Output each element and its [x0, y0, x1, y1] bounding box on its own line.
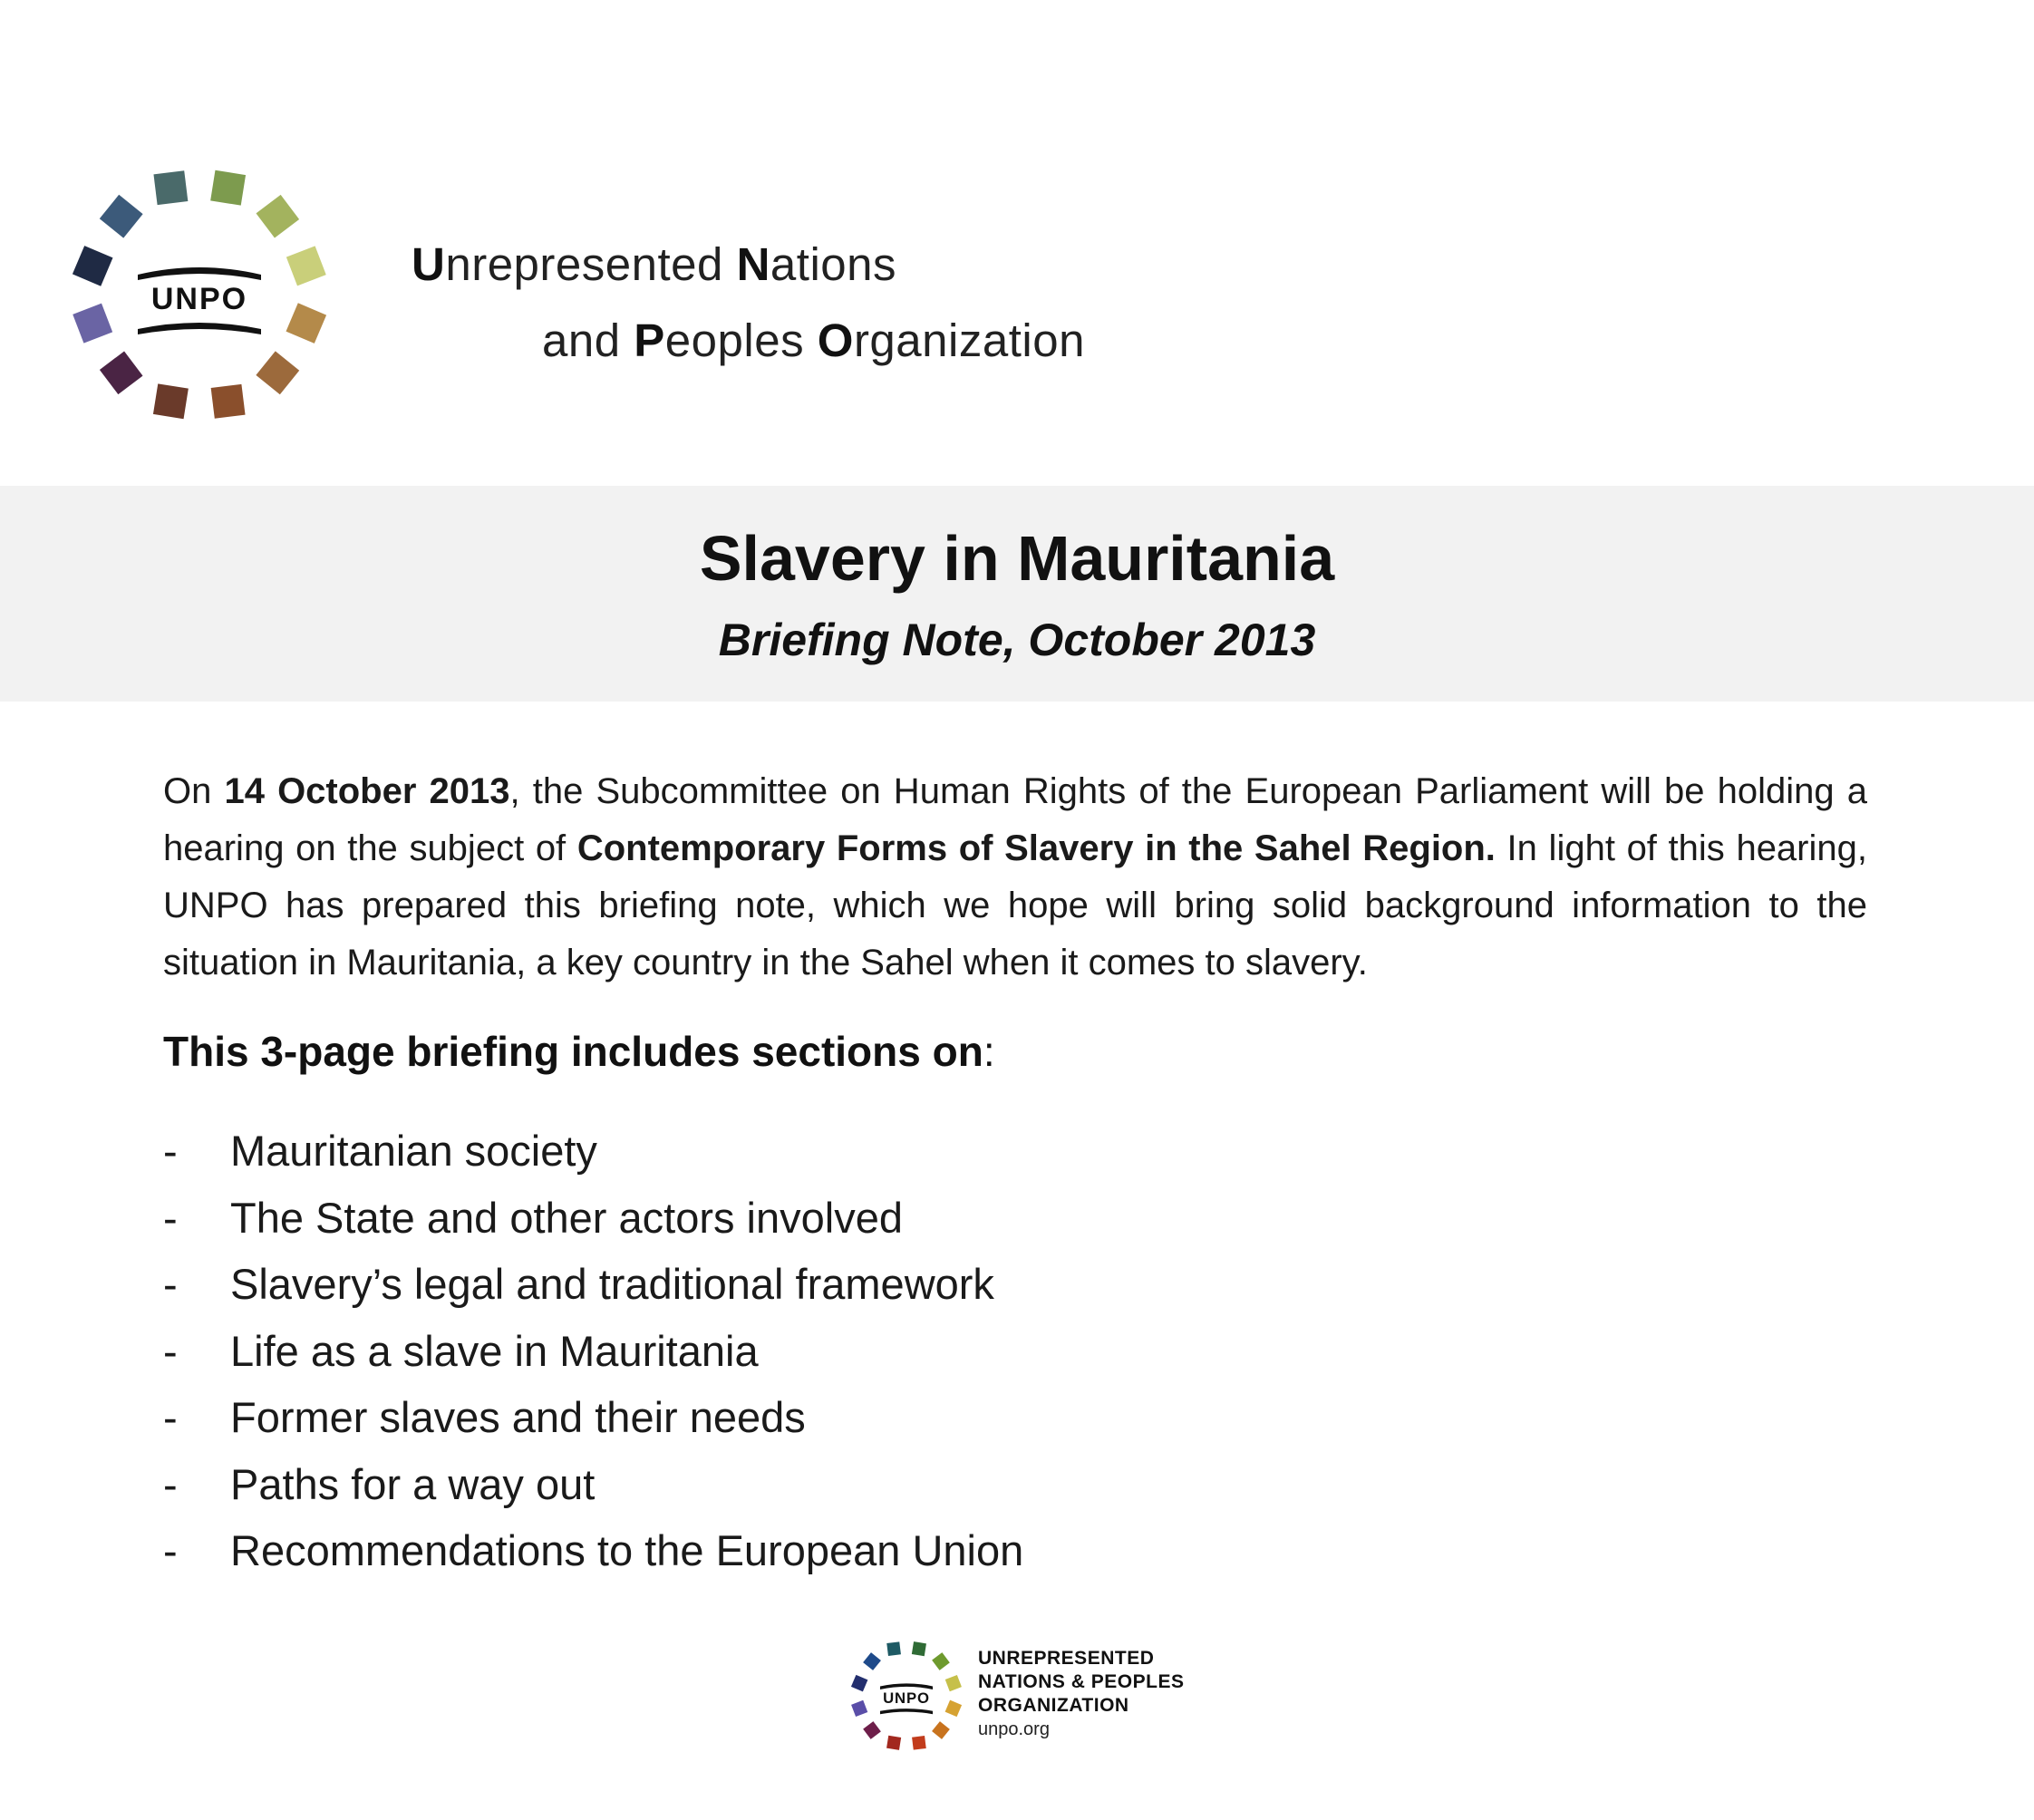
bullet-dash: -: [163, 1326, 178, 1375]
logo-tile: [286, 303, 327, 344]
logo-tile: [912, 1736, 926, 1750]
logo-tile: [945, 1700, 962, 1717]
list-item-label: Slavery’s legal and traditional framework: [230, 1260, 994, 1308]
intro-paragraph: On 14 October 2013, the Subcommittee on Human Rights of the European Parliament will be holding a hearing on the subject of Contemporary Forms of Slavery in the Sahel Region. In light of this hearing, UNPO has prepared this briefing note, which we hope will bring solid background information to the situation in Mauritania, a key country in the Sahel when it comes to slavery.: [163, 771, 1867, 983]
list-item-label: Life as a slave in Mauritania: [230, 1326, 759, 1375]
bullet-dash: -: [163, 1193, 178, 1242]
footer-line-3: ORGANIZATION: [978, 1695, 1129, 1716]
footer-logo-text: UNPO: [883, 1689, 930, 1707]
footer-url: unpo.org: [978, 1719, 1050, 1739]
logo-tile: [100, 351, 143, 394]
logo-text: UNPO: [150, 282, 248, 316]
org-name-line-1: Unrepresented Nations: [412, 238, 896, 290]
bullet-dash: -: [163, 1459, 178, 1508]
logo-tile: [153, 170, 188, 205]
logo-tile: [912, 1641, 926, 1656]
logo-tile: [851, 1700, 867, 1717]
sections-heading: This 3-page briefing includes sections on:: [163, 1028, 995, 1075]
logo-arc-bottom: [138, 323, 261, 334]
bullet-dash: -: [163, 1260, 178, 1308]
list-item-label: Recommendations to the European Union: [230, 1526, 1024, 1574]
logo-tile: [100, 195, 143, 238]
list-item-label: Former slaves and their needs: [230, 1393, 806, 1441]
logo-tile: [153, 383, 189, 419]
bullet-dash: -: [163, 1526, 178, 1574]
logo-tile: [286, 246, 326, 286]
logo-tile: [945, 1675, 962, 1691]
bullet-dash: -: [163, 1393, 178, 1441]
logo-tile: [256, 351, 299, 394]
footer-line-2: NATIONS & PEOPLES: [978, 1671, 1185, 1692]
document-title: Slavery in Mauritania: [699, 523, 1335, 594]
footer-line-1: UNREPRESENTED: [978, 1648, 1155, 1669]
logo-tile: [863, 1652, 881, 1670]
logo-tile: [863, 1721, 881, 1739]
footer-unpo-logo: [847, 1636, 966, 1756]
logo-tile: [73, 304, 112, 344]
title-band: [0, 486, 2034, 702]
footer-logo-arc-top: [880, 1683, 933, 1689]
document-subtitle: Briefing Note, October 2013: [718, 615, 1316, 665]
logo-tile: [73, 246, 113, 286]
footer-org-text: [978, 1647, 1184, 1741]
list-item-label: Mauritanian society: [230, 1127, 597, 1175]
footer-logo-arc-bottom: [880, 1709, 933, 1714]
logo-tile: [210, 170, 246, 206]
list-item-label: The State and other actors involved: [230, 1193, 903, 1242]
logo-tile: [851, 1675, 867, 1691]
logo-tile: [886, 1641, 901, 1656]
org-name-line-2: and Peoples Organization: [542, 315, 1085, 366]
bullet-dash: -: [163, 1127, 178, 1175]
logo-arc-top: [138, 267, 261, 280]
logo-tile: [932, 1721, 950, 1739]
logo-tile: [932, 1652, 950, 1670]
unpo-logo: [63, 159, 335, 431]
logo-tile: [211, 384, 246, 419]
list-item-label: Paths for a way out: [230, 1459, 596, 1508]
logo-tile: [886, 1736, 901, 1750]
logo-tile: [256, 195, 299, 238]
